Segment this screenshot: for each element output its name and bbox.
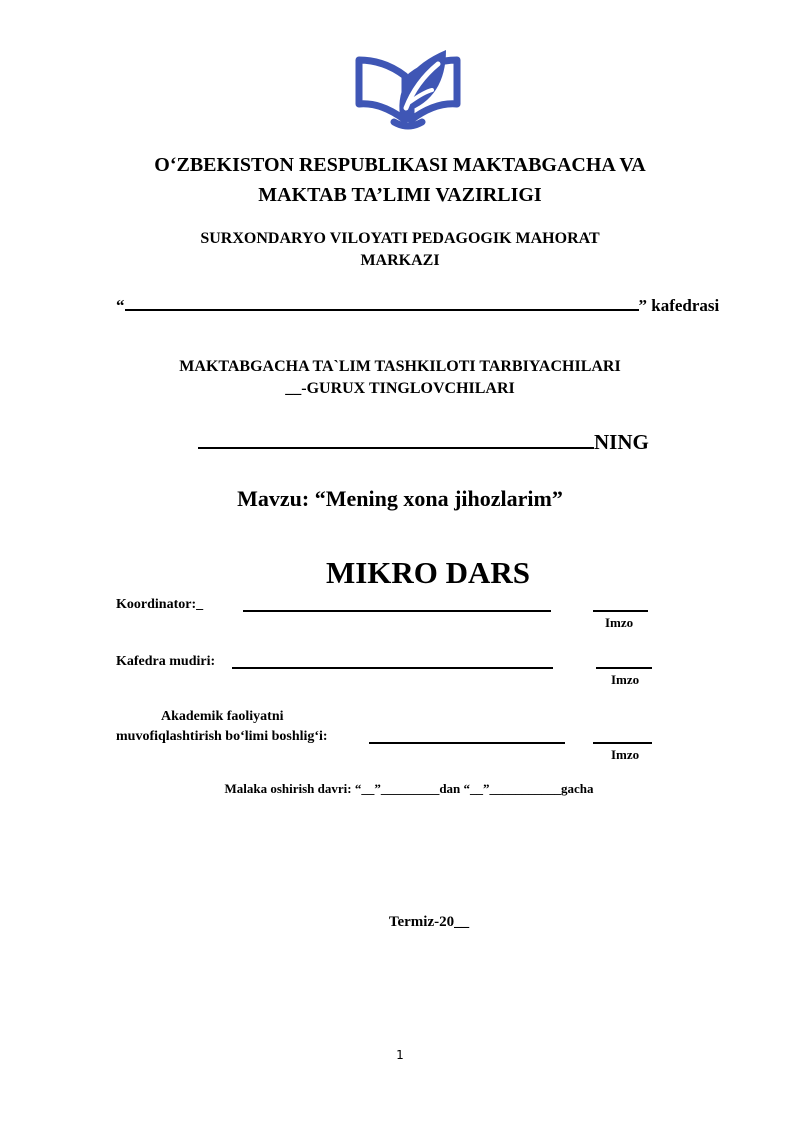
ministry-title: [0, 150, 800, 210]
author-blank: [198, 447, 594, 449]
training-period: Malaka oshirish davri: “__”_________dan “__”___________gacha: [224, 781, 594, 796]
department-blank: [125, 309, 639, 311]
audience-line-2: __-GURUX TINGLOVCHILARI: [285, 380, 515, 397]
coordinator-row: [116, 596, 203, 613]
coordinator-signature-blank: [593, 596, 648, 612]
academic-label-line-2: muvofiqlashtirish bo‘limi boshlig‘i:: [116, 729, 328, 744]
coordinator-label: Koordinator:_: [116, 597, 204, 612]
academic-name-blank: [369, 728, 565, 744]
department-suffix: ” kafedrasi: [638, 296, 720, 315]
head-signature-blank: [596, 653, 652, 669]
author-suffix: NING: [594, 430, 649, 454]
head-imzo: Imzo: [611, 672, 640, 687]
coordinator-imzo: Imzo: [605, 615, 634, 630]
center-line-2: MARKAZI: [360, 252, 440, 269]
center-line-1: SURXONDARYO VILOYATI PEDAGOGIK MAHORAT: [200, 230, 600, 247]
academic-imzo: Imzo: [611, 747, 640, 762]
head-label: Kafedra mudiri:: [116, 654, 216, 669]
department-open-quote: “: [116, 296, 125, 315]
center-title: [0, 228, 800, 272]
academic-label-line-1: Akademik faoliyatni: [161, 709, 284, 724]
head-name-blank: [232, 653, 553, 669]
page-number: 1: [396, 1048, 404, 1062]
open-book-leaf-logo-icon: [354, 42, 462, 130]
topic: Mavzu: “Mening xona jihozlarim”: [237, 486, 563, 511]
academic-signature-blank: [593, 728, 652, 744]
head-row: [116, 653, 215, 670]
audience-title: [0, 356, 800, 400]
department-line: [116, 294, 719, 318]
coordinator-name-blank: [243, 596, 551, 612]
ministry-line-1: O‘ZBEKISTON RESPUBLIKASI MAKTABGACHA VA: [154, 154, 646, 176]
document-title: MIKRO DARS: [325, 555, 531, 590]
author-line: [198, 428, 649, 456]
ministry-line-2: MAKTAB TA’LIMI VAZIRLIGI: [258, 184, 542, 206]
audience-line-1: MAKTABGACHA TA`LIM TASHKILOTI TARBIYACHILARI: [179, 358, 621, 375]
place-year: Termiz-20__: [388, 914, 470, 930]
